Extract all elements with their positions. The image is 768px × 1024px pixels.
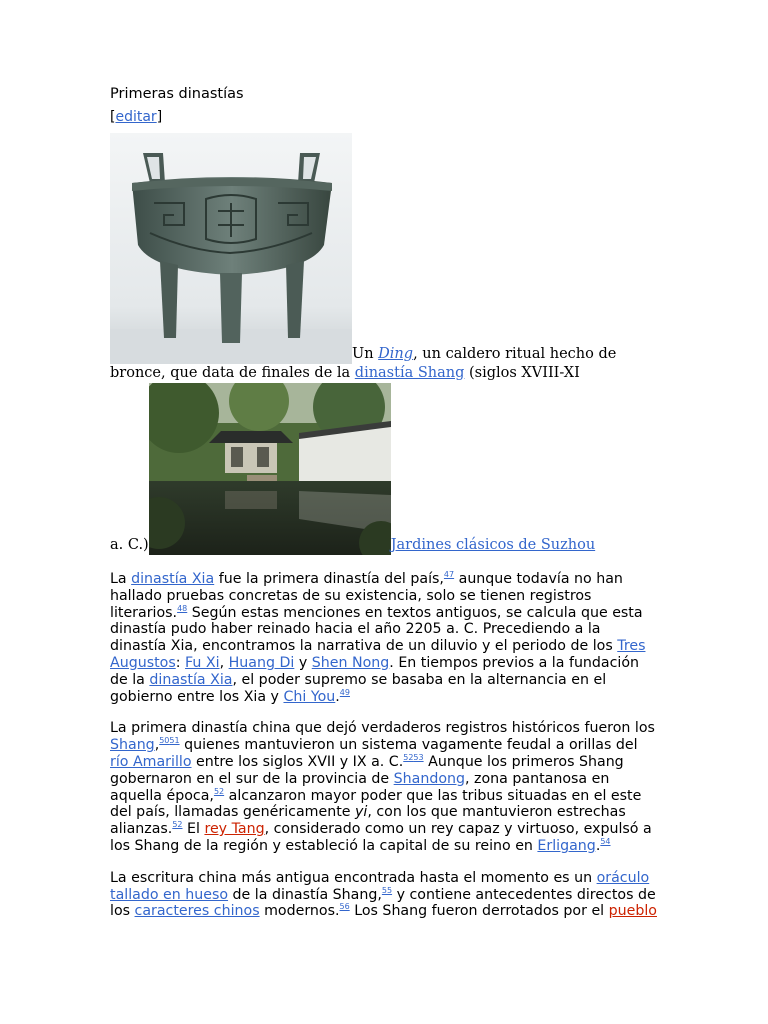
ding-bronze-cauldron-image[interactable] (110, 133, 352, 364)
ding-link[interactable]: Ding (378, 346, 414, 362)
rio-amarillo-link[interactable]: río Amarillo (110, 753, 192, 770)
ref-52-53[interactable]: 5253 (403, 752, 424, 762)
ref-55[interactable]: 55 (381, 885, 393, 895)
xia-dynasty-link-2[interactable]: dinastía Xia (149, 671, 233, 688)
oracle-bone-link[interactable]: oráculo tallado en hueso (110, 869, 650, 903)
paragraph-shang: La primera dinastía china que dejó verdaderos registros históricos fueron los Shang,$^{5051}$ quienes mantuvieron un sistema vagamente feudal a orillas del río Amarillo entre los siglos XVII y IX a. C.$^{5253}$ Aunque los primeros Shang gobernaron en el sur de la provincia de Shandong, zona pantanosa en aquella época,$^{52}$ alcanzaron mayor poder que las tribus situadas en el este del país, llamadas genéricamente yi, con los que mantuvieron estrechas alianzas.$^{52}$ El rey Tang, considerado como un rey capaz y virtuoso, expulsó a los Shang de la región y estableció la capital de su reino en Erligang.$^{54}$ (110, 720, 655, 854)
ref-47[interactable]: 47 (443, 570, 455, 579)
shen-nong-link[interactable]: Shen Nong (311, 654, 390, 671)
ref-50-51[interactable]: 5051 (159, 736, 180, 746)
article-section (110, 84, 658, 920)
ref-54[interactable]: 54 (600, 836, 611, 846)
ref-52-b[interactable]: 52 (172, 820, 183, 830)
ref-49[interactable]: 49 (339, 687, 350, 697)
shang-link[interactable]: Shang (110, 737, 155, 754)
rey-tang-link[interactable]: rey Tang (204, 821, 265, 838)
edit-section: [editar] (110, 109, 163, 125)
ref-48[interactable]: 48 (177, 603, 188, 613)
paragraph-writing: La escritura china más antigua encontrada hasta el momento es un oráculo tallado en hueso de la dinastía Shang,$^{55}$ y contiene antecedentes directos de los caracteres chinos modernos.$^{56}$ Los Shang fueron derrotados por el pueblo (110, 869, 657, 920)
suzhou-garden-image[interactable] (149, 383, 391, 555)
erligang-link[interactable]: Erligang (537, 837, 596, 854)
suzhou-gardens-link[interactable]: Jardines clásicos de Suzhou (390, 537, 596, 553)
ref-52[interactable]: 52 (213, 786, 225, 796)
section-heading: Primeras dinastías (110, 86, 244, 102)
shang-dynasty-link[interactable]: dinastía Shang (354, 365, 465, 381)
shandong-link[interactable]: Shandong (393, 770, 466, 787)
figure-ding: Un Ding, un caldero ritual hecho de bronce, que data de finales de la dinastía Shang (siglos XVIII-XI a. C.) Jardines clásicos de Suzhou (110, 133, 658, 555)
fu-xi-link[interactable]: Fu Xi (185, 654, 220, 671)
tres-augustos-link[interactable]: Tres Augustos (110, 638, 646, 671)
chinese-characters-link[interactable]: caracteres chinos (134, 903, 260, 920)
ref-56[interactable]: 56 (339, 902, 350, 912)
xia-dynasty-link[interactable]: dinastía Xia (131, 571, 215, 587)
chi-you-link[interactable]: Chi You (283, 688, 336, 705)
paragraph-xia: La dinastía Xia fue la primera dinastía del país,$^{47}$ aunque todavía no han hallado pruebas concretas de su existencia, solo se tienen registros literarios.$^{48}$ Según estas menciones en textos antiguos, se calcula que esta dinastía pudo haber reinado hacia el año 2205 a. C. Precediendo a la dinastía Xia, encontramos la narrativa de un diluvio y el periodo de los Tres Augustos: Fu Xi, Huang Di y Shen Nong. En tiempos previos a la fundación de la dinastía Xia, el poder supremo se basaba en la alternancia en el gobierno entre los Xia y Chi You.$^{49}$ (110, 570, 646, 705)
huang-di-link[interactable]: Huang Di (228, 654, 295, 671)
pueblo-link[interactable]: pueblo (608, 903, 657, 920)
edit-link[interactable]: editar (115, 109, 157, 125)
